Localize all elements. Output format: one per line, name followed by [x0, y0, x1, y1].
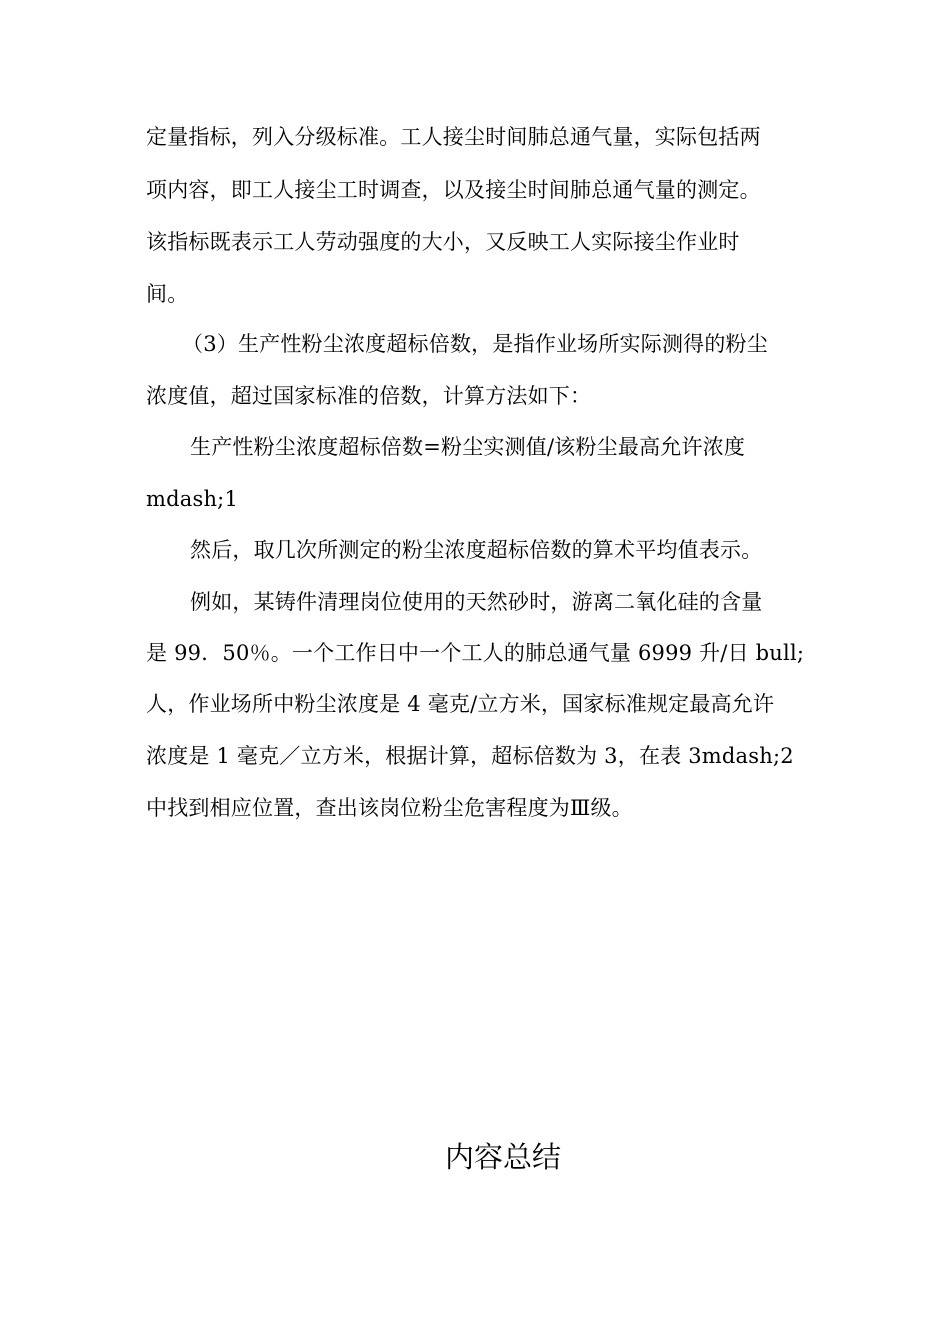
paragraph-line: 然后，取几次所测定的粉尘浓度超标倍数的算术平均值表示。	[190, 538, 763, 562]
paragraph-line: 浓度值，超过国家标准的倍数，计算方法如下：	[146, 384, 592, 408]
paragraph-line: 例如，某铸件清理岗位使用的天然砂时，游离二氧化硅的含量	[190, 590, 763, 614]
paragraph-line: （3）生产性粉尘浓度超标倍数，是指作业场所实际测得的粉尘	[182, 332, 768, 356]
paragraph-line: 是 99．50％。一个工作日中一个工人的肺总通气量 6999 升/日 bull;	[146, 641, 805, 665]
paragraph-line: 中找到相应位置，查出该岗位粉尘危害程度为Ⅲ级。	[146, 796, 633, 820]
paragraph-line: 浓度是 1 毫克／立方米，根据计算，超标倍数为 3，在表 3mdash;2	[146, 744, 794, 768]
summary-heading: 内容总结	[444, 1140, 561, 1174]
formula-line: mdash;1	[146, 487, 239, 511]
paragraph-line: 人，作业场所中粉尘浓度是 4 毫克/立方米，国家标准规定最高允许	[146, 692, 775, 716]
paragraph-line: 该指标既表示工人劳动强度的大小，又反映工人实际接尘作业时	[146, 230, 740, 254]
paragraph-line: 间。	[146, 282, 189, 306]
paragraph-line: 项内容，即工人接尘工时调查，以及接尘时间肺总通气量的测定。	[146, 178, 761, 202]
formula-line: 生产性粉尘浓度超标倍数=粉尘实测值/该粉尘最高允许浓度	[190, 435, 746, 459]
paragraph-line: 定量指标，列入分级标准。工人接尘时间肺总通气量，实际包括两	[146, 125, 761, 149]
